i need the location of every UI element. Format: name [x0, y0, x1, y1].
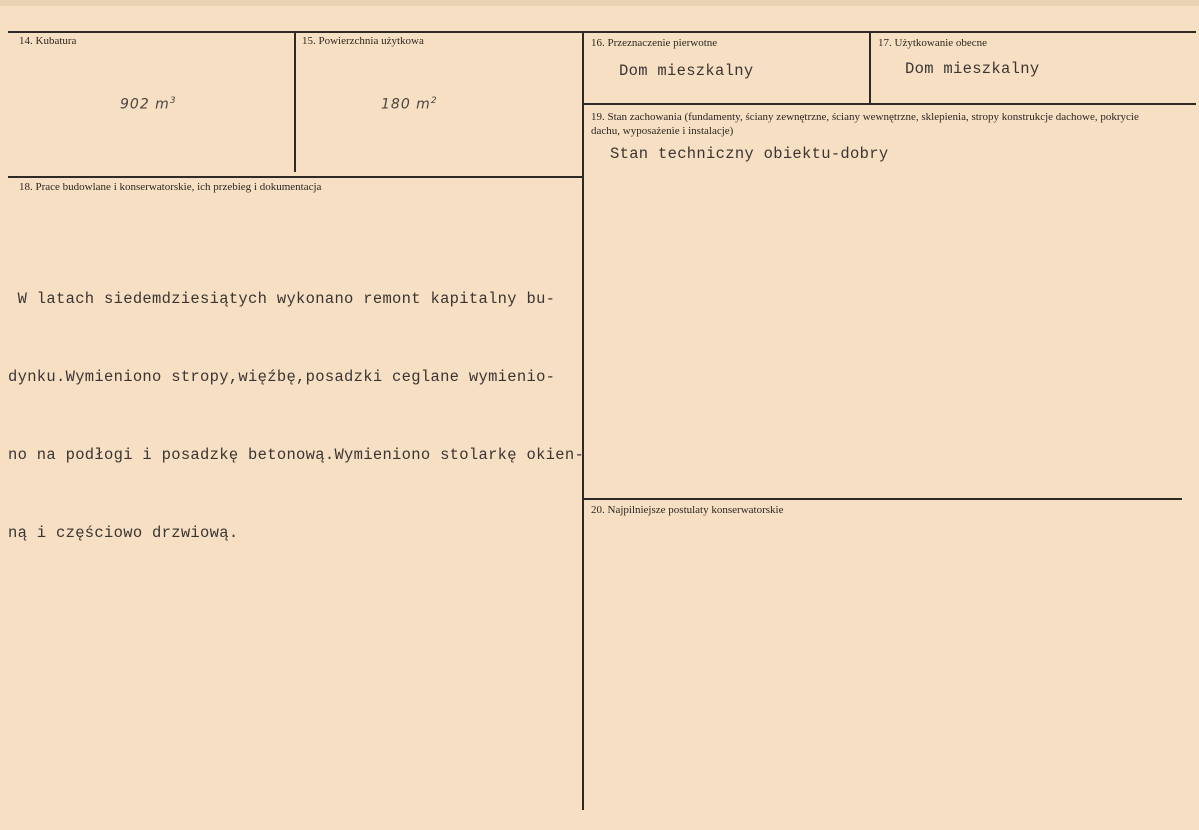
field-14-label: 14. Kubatura — [19, 35, 77, 47]
divider-16-17 — [869, 32, 871, 104]
field-19-value: Stan techniczny obiektu-dobry — [610, 145, 889, 163]
rule-under-14-15 — [8, 176, 582, 178]
card-edge — [0, 0, 1199, 6]
field-16-value: Dom mieszkalny — [619, 62, 754, 80]
field-16-label: 16. Przeznaczenie pierwotne — [591, 37, 718, 49]
field-18-line: W latach siedemdziesiątych wykonano remont kapitalny bu- — [8, 290, 556, 308]
top-rule — [8, 31, 1196, 33]
field-15-label: 15. Powierzchnia użytkowa — [302, 35, 424, 47]
rule-under-16-17 — [584, 103, 1196, 105]
field-17-value: Dom mieszkalny — [905, 60, 1040, 78]
divider-14-15 — [294, 32, 296, 172]
field-14-number: 902 m — [120, 96, 170, 113]
field-17-label: 17. Użytkowanie obecne — [878, 37, 988, 49]
field-18-text — [8, 234, 584, 598]
field-18-line: no na podłogi i posadzkę betonową.Wymieniono stolarkę okien- — [8, 446, 585, 464]
field-18-line: ną i częściowo drzwiową. — [8, 524, 239, 542]
field-15-unit-exponent: 2 — [430, 96, 438, 106]
field-20-label: 20. Najpilniejsze postulaty konserwatorskie — [591, 504, 784, 516]
field-18-label: 18. Prace budowlane i konserwatorskie, ich przebieg i dokumentacja — [19, 181, 322, 193]
field-15-value — [381, 96, 438, 113]
rule-under-19 — [584, 498, 1182, 500]
field-14-unit-exponent: 3 — [169, 96, 177, 106]
field-18-line: dynku.Wymieniono stropy,więźbę,posadzki ceglane wymienio- — [8, 368, 556, 386]
field-14-value — [120, 96, 177, 113]
field-15-number: 180 m — [381, 96, 431, 113]
field-19-label: 19. Stan zachowania (fundamenty, ściany zewnętrzne, ściany wewnętrzne, sklepienia, stropy konstrukcje dachowe, pokrycie dachu, wyposażenie i instalacje) — [591, 111, 1139, 137]
